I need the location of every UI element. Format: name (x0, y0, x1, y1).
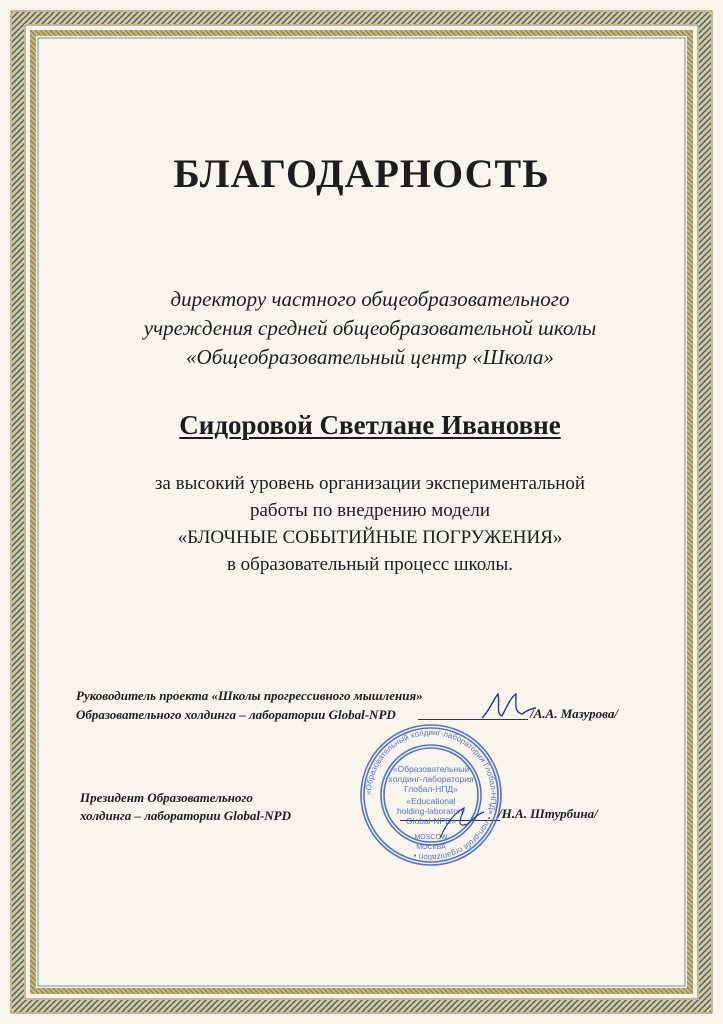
svg-text:Глобал-НПД»: Глобал-НПД» (404, 784, 458, 794)
reason-line-4: в образовательный процесс школы. (226, 554, 514, 575)
certificate-title: БЛАГОДАРНОСТЬ (173, 151, 550, 196)
svg-text:МОСКВА: МОСКВА (416, 844, 446, 851)
svg-text:«Образовательный холдинг-лабор: «Образовательный холдинг-лаборатория Глобал-НПД» • non-profit organization • (363, 727, 499, 863)
signatory-1-role-line-2: Образовательного холдинга – лаборатории Global-NPD (76, 707, 396, 722)
signatory-2-role-line-2: холдинга – лаборатории Global-NPD (80, 808, 292, 823)
recipient-position-line-3: «Общеобразовательный центр «Школа» (186, 345, 554, 369)
signatory-1-role-line-1: Руководитель проекта «Школы прогрессивного мышления» (76, 688, 423, 703)
recipient-position-line-2: учреждения средней общеобразовательной школы (143, 316, 597, 340)
svg-text:Global-NPD»: Global-NPD» (405, 816, 457, 826)
svg-text:холдинг-лаборатория: холдинг-лаборатория (388, 774, 474, 784)
reason-line-2: работы по внедрению модели (249, 500, 490, 521)
svg-text:«Образовательный: «Образовательный (392, 764, 470, 774)
signatory-2-name: /Н.А. Штурбина/ (498, 806, 598, 821)
recipient-name (60, 410, 680, 441)
recipient-name-text: Сидоровой Светлане Ивановне (179, 410, 561, 440)
recipient-position-line-1: директору частного общеобразовательного (170, 287, 570, 311)
svg-text:holding-laboratory: holding-laboratory (396, 806, 466, 816)
svg-text:MOSCOW: MOSCOW (414, 834, 448, 841)
reason-line-1: за высокий уровень организации экспериментальной (154, 473, 586, 494)
handwritten-signature-1 (478, 690, 538, 724)
signatory-2-role-line-1: Президент Образовательного (80, 790, 253, 805)
signatory-1-name: /А.А. Мазурова/ (530, 706, 618, 721)
svg-text:«Educational: «Educational (406, 796, 456, 806)
organization-stamp-seal (356, 720, 506, 870)
reason-line-3: «БЛОЧНЫЕ СОБЫТИЙНЫЕ ПОГРУЖЕНИЯ» (177, 527, 563, 548)
